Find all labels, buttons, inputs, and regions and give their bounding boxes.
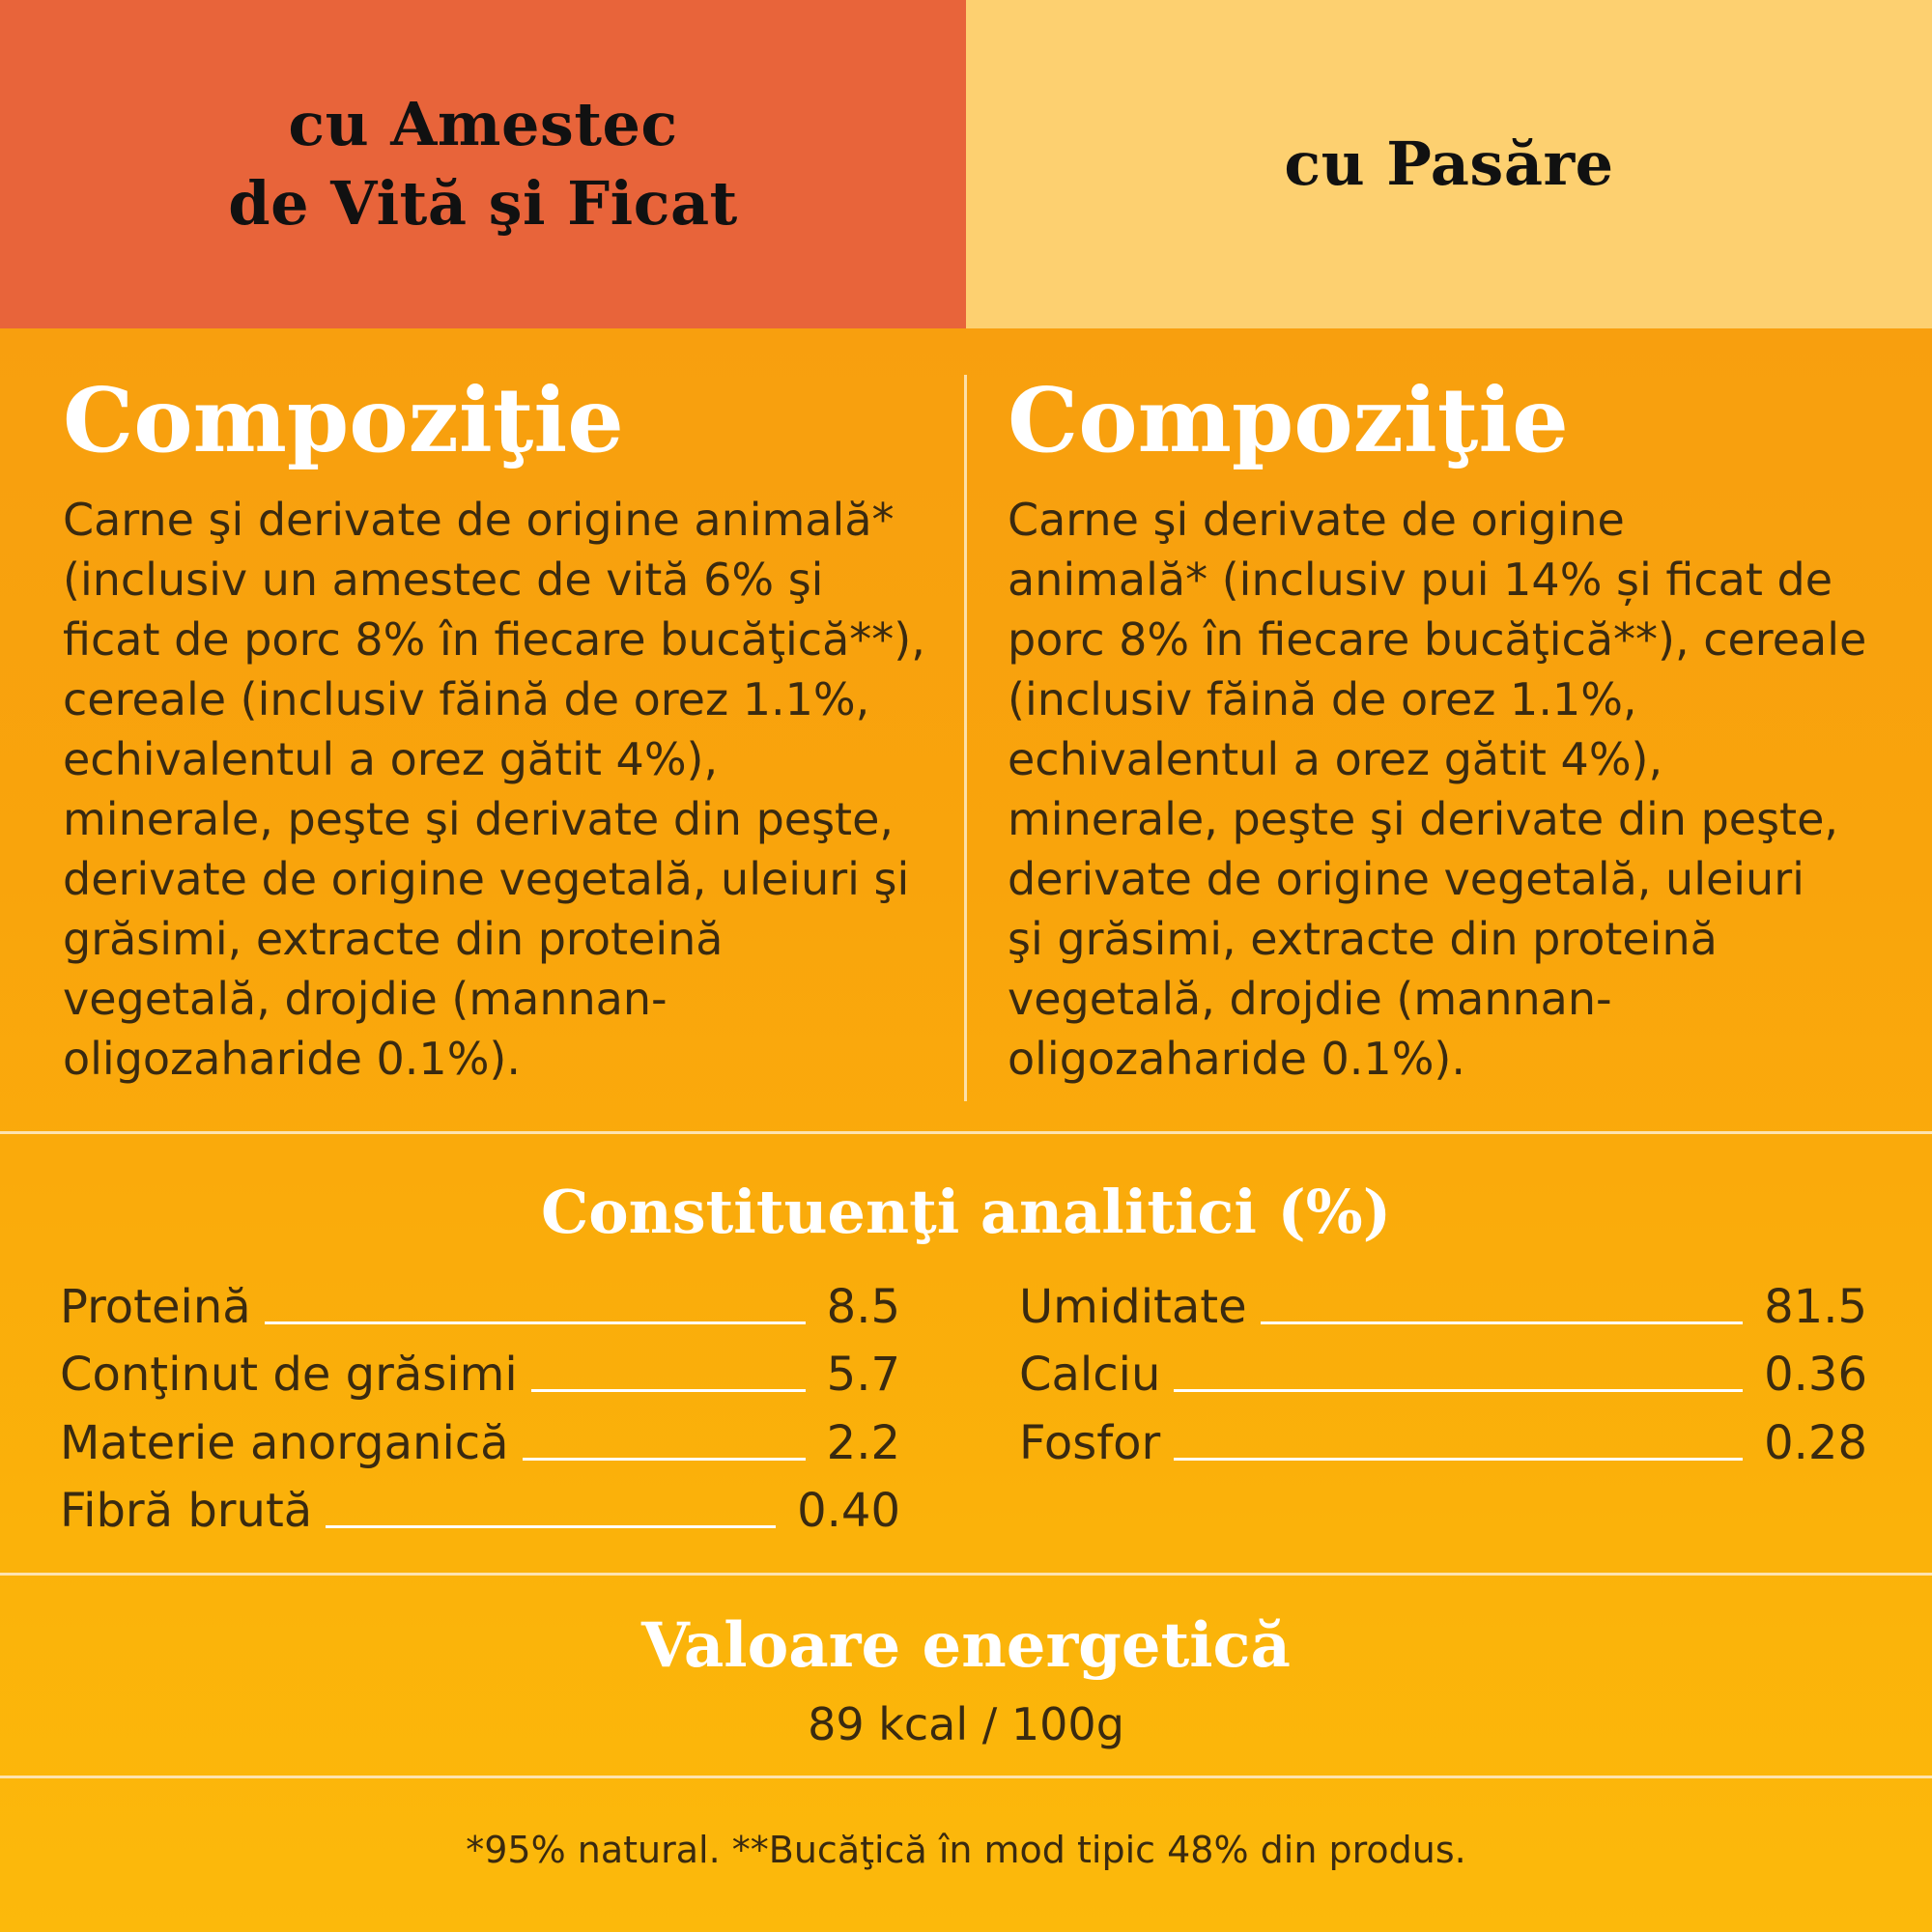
leader-line (1174, 1458, 1743, 1461)
leader-line (523, 1458, 806, 1461)
section-divider (0, 1131, 1932, 1134)
composition-line: grăsimi, extracte din proteină (63, 913, 724, 965)
analytic-value: 81.5 (1764, 1280, 1867, 1334)
analytic-label: Fibră brută (60, 1484, 313, 1538)
analytic-label: Umiditate (1019, 1280, 1247, 1334)
footnote: *95% natural. **Bucăţică în mod tipic 48% din produs. (466, 1829, 1466, 1871)
tab-poultry-title: cu Pasăre (1284, 128, 1614, 199)
tab-poultry (966, 0, 1932, 328)
composition-left-heading: Compoziţie (63, 368, 624, 472)
analytic-value: 0.28 (1764, 1416, 1867, 1470)
analytic-row (1019, 1348, 1867, 1402)
analytic-value: 8.5 (826, 1280, 900, 1334)
composition-line: derivate de origine vegetală, uleiuri (1008, 853, 1804, 905)
tab-beef-liver-title-line: de Vită şi Ficat (228, 168, 738, 239)
composition-line: animală* (inclusiv pui 14% și ficat de (1008, 554, 1833, 606)
leader-line (1174, 1389, 1743, 1392)
analytic-row (1019, 1280, 1867, 1334)
composition-line: Carne şi derivate de origine (1008, 494, 1625, 546)
analytic-label: Fosfor (1019, 1416, 1161, 1470)
tab-beef-liver (0, 0, 966, 328)
analytic-value: 2.2 (826, 1416, 900, 1470)
analytic-row (60, 1484, 900, 1538)
analytic-row (60, 1348, 900, 1402)
composition-line: şi grăsimi, extracte din proteină (1008, 913, 1718, 965)
leader-line (1261, 1321, 1744, 1324)
analytic-row (60, 1416, 900, 1470)
leader-line (265, 1321, 806, 1324)
composition-line: porc 8% în fiecare bucăţică**), cereale (1008, 613, 1867, 666)
composition-line: oligozaharide 0.1%). (1008, 1033, 1465, 1085)
analytic-label: Materie anorganică (60, 1416, 509, 1470)
composition-right-heading: Compoziţie (1008, 368, 1569, 472)
composition-line: cereale (inclusiv făină de orez 1.1%, (63, 673, 870, 725)
composition-line: (inclusiv făină de orez 1.1%, (1008, 673, 1637, 725)
analytic-label: Conţinut de grăsimi (60, 1348, 518, 1402)
composition-line: ficat de porc 8% în fiecare bucăţică**), (63, 613, 925, 666)
section-divider (0, 1776, 1932, 1778)
analytic-label: Calciu (1019, 1348, 1161, 1402)
analytic-value: 0.40 (797, 1484, 900, 1538)
composition-right-text (1008, 490, 1877, 1089)
energy-value: 89 kcal / 100g (808, 1698, 1124, 1750)
composition-line: vegetală, drojdie (mannan- (1008, 973, 1612, 1025)
leader-line (326, 1525, 776, 1528)
analytic-value: 5.7 (826, 1348, 900, 1402)
composition-line: (inclusiv un amestec de vită 6% şi (63, 554, 824, 606)
column-divider (964, 375, 967, 1101)
analytic-row (1019, 1416, 1867, 1470)
composition-line: minerale, peşte şi derivate din peşte, (63, 793, 895, 845)
analytic-value: 0.36 (1764, 1348, 1867, 1402)
composition-line: minerale, peşte şi derivate din peşte, (1008, 793, 1839, 845)
composition-line: oligozaharide 0.1%). (63, 1033, 521, 1085)
section-divider (0, 1573, 1932, 1576)
composition-line: echivalentul a orez gătit 4%), (1008, 733, 1663, 785)
composition-left (63, 368, 932, 1089)
analytic-title: Constituenţi analitici (%) (540, 1177, 1392, 1247)
composition-line: derivate de origine vegetală, uleiuri şi (63, 853, 910, 905)
composition-line: vegetală, drojdie (mannan- (63, 973, 668, 1025)
composition-line: echivalentul a orez gătit 4%), (63, 733, 719, 785)
composition-right (1008, 368, 1877, 1089)
analytic-label: Proteină (60, 1280, 251, 1334)
analytic-row (60, 1280, 900, 1334)
composition-line: Carne şi derivate de origine animală* (63, 494, 895, 546)
tab-beef-liver-title-line: cu Amestec (288, 89, 678, 159)
energy-title: Valoare energetică (641, 1609, 1291, 1682)
composition-left-text (63, 490, 932, 1089)
leader-line (531, 1389, 806, 1392)
tab-beef-liver-title (228, 85, 738, 243)
